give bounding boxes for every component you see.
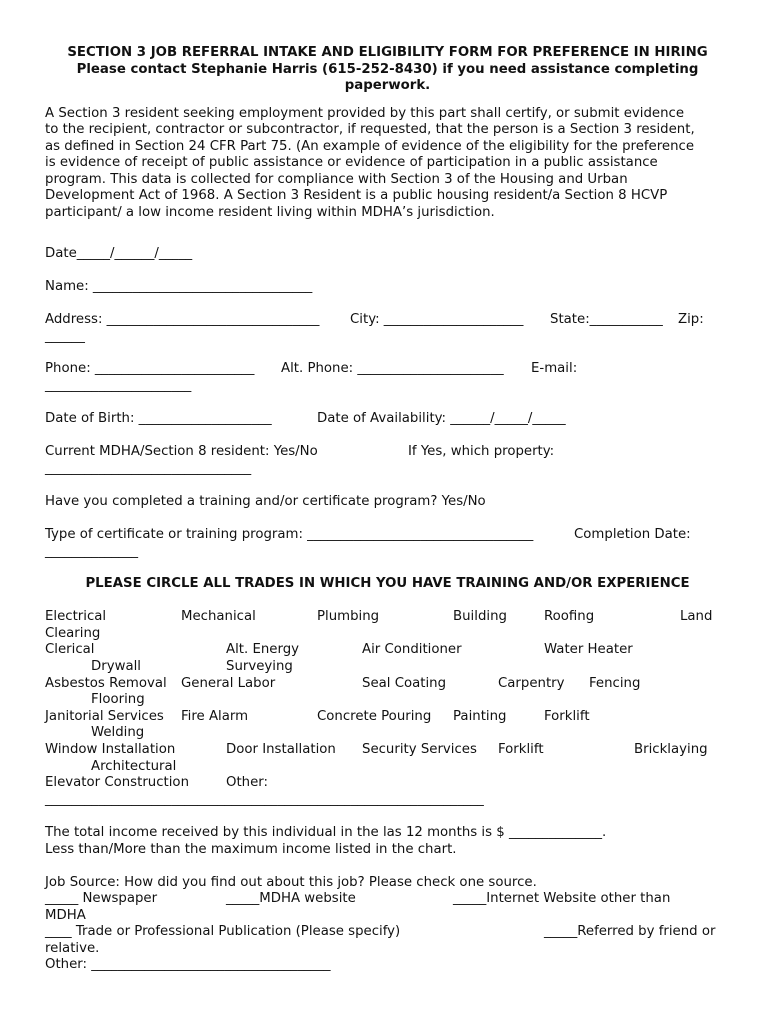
resident-question[interactable]: Current MDHA/Section 8 resident: Yes/No bbox=[45, 444, 318, 459]
intro-line: as defined in Section 24 CFR Part 75. (An example of evidence of the eligibility for the preference bbox=[45, 138, 695, 154]
title-line-2: Please contact Stephanie Harris (615-252-8430) if you need assistance completing bbox=[76, 61, 699, 77]
intro-line: to the recipient, contractor or subcontractor, if requested, that the person is a Section 3 resident, bbox=[45, 122, 695, 138]
trade-general-labor[interactable]: General Labor bbox=[181, 676, 276, 691]
income-choice[interactable]: Less than/More than the maximum income listed in the chart. bbox=[45, 842, 457, 857]
zip-label: Zip: bbox=[678, 312, 704, 327]
source-mdha-continued: MDHA bbox=[45, 908, 86, 923]
trade-painting[interactable]: Painting bbox=[453, 709, 507, 724]
intro-line: participant/ a low income resident living within MDHA’s jurisdiction. bbox=[45, 205, 495, 221]
intro-line: program. This data is collected for compliance with Section 3 of the Housing and Urban bbox=[45, 171, 628, 187]
trade-air-conditioner[interactable]: Air Conditioner bbox=[362, 642, 462, 657]
trade-fencing[interactable]: Fencing bbox=[589, 676, 641, 691]
trade-security-services[interactable]: Security Services bbox=[362, 742, 477, 757]
property-field[interactable]: _______________________________ bbox=[45, 461, 252, 476]
income-field[interactable]: The total income received by this individual in the las 12 months is $ ______________. bbox=[45, 825, 607, 840]
address-field[interactable]: Address: ________________________________ bbox=[45, 312, 320, 327]
trade-building[interactable]: Building bbox=[453, 609, 507, 624]
intro-line: is evidence of receipt of public assistance or evidence of participation in a public assistance bbox=[45, 155, 658, 171]
source-newspaper[interactable]: _____ Newspaper bbox=[45, 891, 158, 906]
trade-mechanical[interactable]: Mechanical bbox=[181, 609, 256, 624]
source-trade-publication[interactable]: ____ Trade or Professional Publication (Please specify) bbox=[45, 924, 401, 939]
job-source-question: Job Source: How did you find out about this job? Please check one source. bbox=[45, 875, 537, 890]
email-label: E-mail: bbox=[531, 361, 578, 376]
intake-form bbox=[45, 45, 730, 222]
trade-carpentry[interactable]: Carpentry bbox=[498, 676, 565, 691]
trade-clerical[interactable]: Clerical bbox=[45, 642, 95, 657]
intro-line: A Section 3 resident seeking employment provided by this part shall certify, or submit evidence bbox=[45, 105, 685, 121]
intro-line: Development Act of 1968. A Section 3 Resident is a public housing resident/a Section 8 HCVP bbox=[45, 188, 668, 204]
completion-field[interactable]: ______________ bbox=[45, 544, 139, 559]
email-field[interactable]: ______________________ bbox=[45, 378, 192, 393]
trade-water-heater[interactable]: Water Heater bbox=[544, 642, 633, 657]
state-field[interactable]: State:___________ bbox=[550, 312, 663, 327]
property-label: If Yes, which property: bbox=[408, 444, 555, 459]
trade-welding[interactable]: Welding bbox=[91, 725, 145, 740]
certificate-field[interactable]: Type of certificate or training program: __________________________________ bbox=[45, 527, 534, 542]
trade-clearing[interactable]: Clearing bbox=[45, 626, 101, 641]
form-title bbox=[45, 45, 730, 95]
trade-concrete-pouring[interactable]: Concrete Pouring bbox=[317, 709, 432, 724]
source-referred-friend[interactable]: _____Referred by friend or bbox=[544, 924, 716, 939]
trade-other-label: Other: bbox=[226, 775, 269, 790]
date-field[interactable]: Date_____/______/_____ bbox=[45, 246, 193, 261]
title-line-1: SECTION 3 JOB REFERRAL INTAKE AND ELIGIBILITY FORM FOR PREFERENCE IN HIRING bbox=[67, 45, 708, 60]
trade-fire-alarm[interactable]: Fire Alarm bbox=[181, 709, 249, 724]
intro-paragraph bbox=[45, 106, 730, 222]
trade-forklift[interactable]: Forklift bbox=[544, 709, 590, 724]
phone-field[interactable]: Phone: ________________________ bbox=[45, 361, 255, 376]
alt-phone-field[interactable]: Alt. Phone: ______________________ bbox=[281, 361, 504, 376]
name-field[interactable]: Name: _________________________________ bbox=[45, 279, 313, 294]
trade-electrical[interactable]: Electrical bbox=[45, 609, 107, 624]
trade-asbestos-removal[interactable]: Asbestos Removal bbox=[45, 676, 167, 691]
trades-heading: PLEASE CIRCLE ALL TRADES IN WHICH YOU HAVE TRAINING AND/OR EXPERIENCE bbox=[85, 576, 690, 591]
completion-label: Completion Date: bbox=[574, 527, 691, 542]
training-question[interactable]: Have you completed a training and/or certificate program? Yes/No bbox=[45, 494, 486, 509]
source-relative-continued: relative. bbox=[45, 941, 100, 956]
zip-field[interactable]: ______ bbox=[45, 329, 85, 344]
availability-field[interactable]: Date of Availability: ______/_____/_____ bbox=[317, 411, 566, 426]
trade-land[interactable]: Land bbox=[680, 609, 713, 624]
trade-other-field[interactable]: __________________________________________________________________ bbox=[45, 792, 484, 807]
trade-architectural[interactable]: Architectural bbox=[91, 759, 177, 774]
trade-door-installation[interactable]: Door Installation bbox=[226, 742, 336, 757]
trade-plumbing[interactable]: Plumbing bbox=[317, 609, 380, 624]
dob-field[interactable]: Date of Birth: ____________________ bbox=[45, 411, 272, 426]
trade-flooring[interactable]: Flooring bbox=[91, 692, 145, 707]
trade-forklift-2[interactable]: Forklift bbox=[498, 742, 544, 757]
trade-janitorial-services[interactable]: Janitorial Services bbox=[45, 709, 164, 724]
trade-alt-energy[interactable]: Alt. Energy bbox=[226, 642, 300, 657]
source-mdha-website[interactable]: _____MDHA website bbox=[226, 891, 356, 906]
trade-elevator-construction[interactable]: Elevator Construction bbox=[45, 775, 189, 790]
source-internet-website[interactable]: _____Internet Website other than bbox=[453, 891, 671, 906]
source-other-field[interactable]: Other: ____________________________________ bbox=[45, 957, 331, 972]
city-field[interactable]: City: _____________________ bbox=[350, 312, 524, 327]
trade-surveying[interactable]: Surveying bbox=[226, 659, 293, 674]
trade-window-installation[interactable]: Window Installation bbox=[45, 742, 176, 757]
title-line-3: paperwork. bbox=[344, 78, 431, 93]
trade-seal-coating[interactable]: Seal Coating bbox=[362, 676, 447, 691]
trade-roofing[interactable]: Roofing bbox=[544, 609, 595, 624]
trade-bricklaying[interactable]: Bricklaying bbox=[634, 742, 708, 757]
trade-drywall[interactable]: Drywall bbox=[91, 659, 141, 674]
